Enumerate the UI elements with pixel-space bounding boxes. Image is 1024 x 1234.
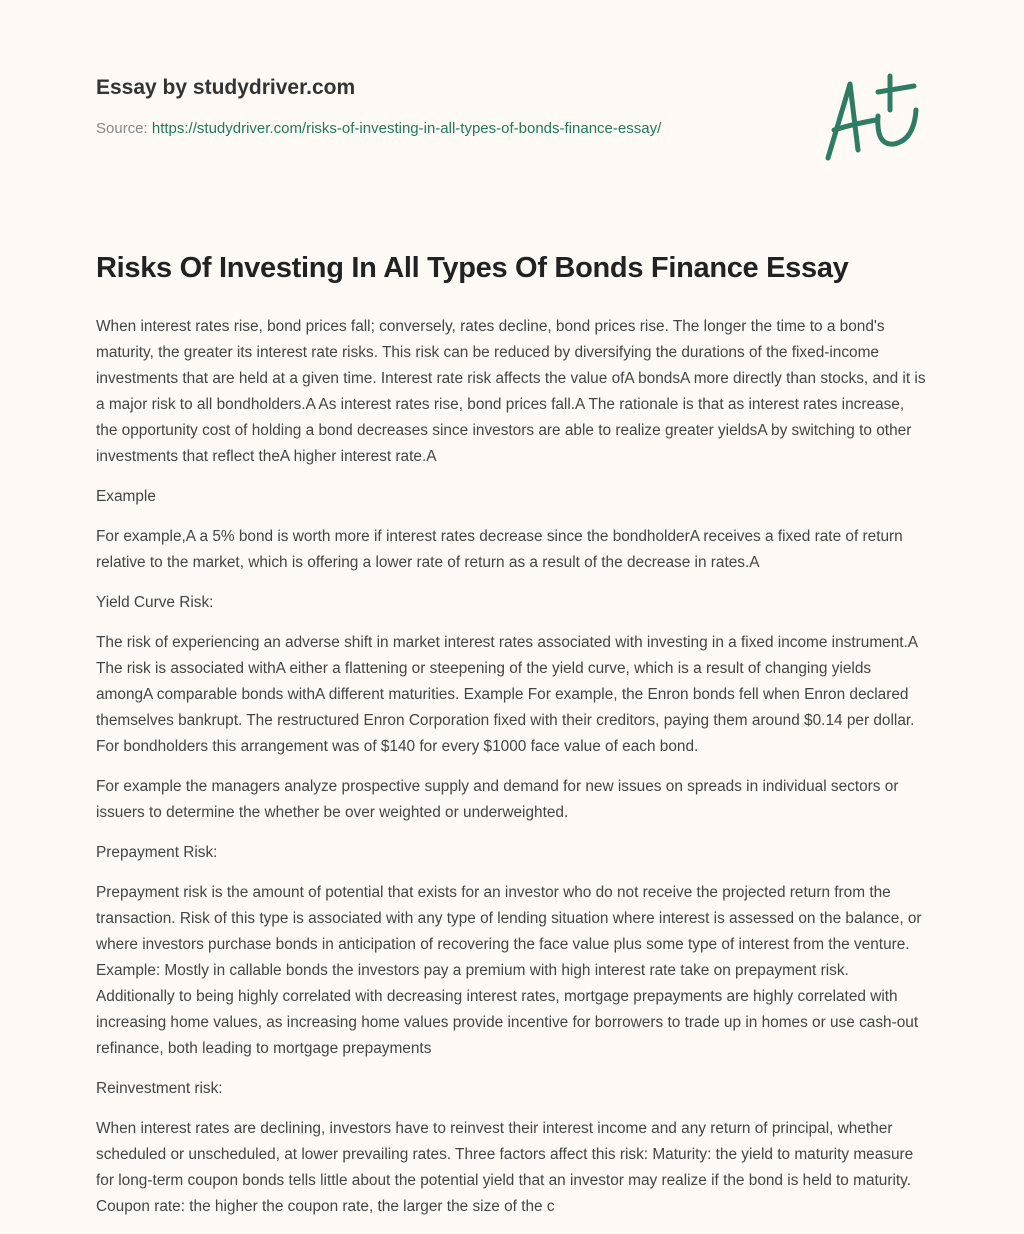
subheading-example: Example [96,488,156,505]
site-title: Essay by studydriver.com [96,76,356,99]
a-plus-logo [818,70,928,165]
paragraph: Prepayment risk is the amount of potential that exists for an investor who do not receive the projected return from the transaction. Risk of this type is associated with any type of lending situation where interest is assessed on the balance, or where investors purchase bonds in anticipation of recovering the face value plus some type of interest from the venture. Example: Mostly in callable bonds the investors pay a premium with high interest rate take on prepayment risk. Additionally to being highly correlated with decreasing interest rates, mortgage prepayments are highly correlated with increasing home values, as increasing home values provide incentive for borrowers to trade up in homes or use cash-out refinance, both leading to mortgage prepayments [96,884,922,1057]
article-title: Risks Of Investing In All Types Of Bonds Finance Essay [96,252,849,284]
paragraph: The risk of experiencing an adverse shift in market interest rates associated with investing in a fixed income instrument.A The risk is associated withA either a flattening or steepening of the yield curve, which is a result of changing yields amongA comparable bonds withA different maturities. Example For example, the Enron bonds fell when Enron declared themselves bankrupt. The restructured Enron Corporation fixed with their creditors, paying them around $0.14 per dollar. For bondholders this arrangement was of $140 for every $1000 face value of each bond. [96,634,918,755]
source-label: Source: [96,120,148,137]
article-body [96,314,928,1234]
subheading-prepayment-risk: Prepayment Risk: [96,844,218,861]
subheading-yield-curve-risk: Yield Curve Risk: [96,594,214,611]
source-line [96,120,926,137]
source-link[interactable]: https://studydriver.com/risks-of-investing-in-all-types-of-bonds-finance-essay/ [151,120,662,137]
subheading-reinvestment-risk: Reinvestment risk: [96,1080,223,1097]
paragraph: For example the managers analyze prospective supply and demand for new issues on spreads in individual sectors or issuers to determine the whether be over weighted or underweighted. [96,778,899,821]
paragraph: When interest rates rise, bond prices fall; conversely, rates decline, bond prices rise. The longer the time to a bond's maturity, the greater its interest rate risks. This risk can be reduced by diversifying the durations of the fixed-income investments that are held at a given time. Interest rate risk affects the value ofA bondsA more directly than stocks, and it is a major risk to all bondholders.A As interest rates rise, bond prices fall.A The rationale is that as interest rates increase, the opportunity cost of holding a bond decreases since investors are able to realize greater yieldsA by switching to other investments that reflect theA higher interest rate.A [96,318,926,465]
paragraph: For example,A a 5% bond is worth more if interest rates decrease since the bondholderA receives a fixed rate of return relative to the market, which is offering a lower rate of return as a result of the decrease in rates.A [96,528,903,571]
site-header [96,76,926,137]
paragraph: When interest rates are declining, investors have to reinvest their interest income and any return of principal, whether scheduled or unscheduled, at lower prevailing rates. Three factors affect this risk: Maturity: the yield to maturity measure for long-term coupon bonds tells little about the potential yield that an investor may realize if the bond is held to maturity. Coupon rate: the higher the coupon rate, the larger the size of the c [96,1120,914,1215]
